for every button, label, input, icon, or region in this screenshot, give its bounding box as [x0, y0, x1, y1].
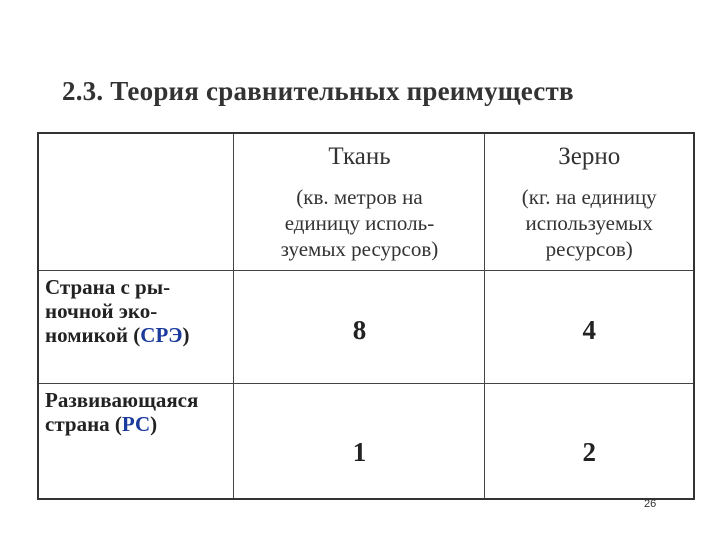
product-header-grain [485, 133, 694, 270]
value-cell: 8 [234, 270, 485, 383]
product-unit: (кв. метров на единицу исполь- зуемых ресурсов) [280, 185, 439, 261]
table-row [38, 270, 694, 383]
product-header-cloth [234, 133, 485, 270]
country-abbreviation: СРЭ [140, 322, 183, 347]
product-name: Зерно [558, 143, 621, 170]
page-number: 26 [644, 498, 657, 510]
value-cell: 4 [485, 270, 694, 383]
product-unit: (кг. на единицу используемых ресурсов) [521, 185, 657, 261]
slide-title: 2.3. Теория сравнительных преимуществ [62, 76, 574, 106]
row-label-developing-country: Развивающаяся страна (РС) [38, 383, 234, 499]
empty-corner-cell [38, 133, 234, 270]
country-abbreviation: РС [121, 411, 151, 436]
product-name: Ткань [328, 143, 391, 170]
table-header-row [38, 133, 694, 270]
table-row [38, 383, 694, 499]
value-cell: 2 [485, 383, 694, 499]
value-cell: 1 [234, 383, 485, 499]
row-label-market-economy: Страна с ры- ночной эко- номикой (СРЭ) [38, 270, 234, 383]
comparative-advantage-table [37, 132, 695, 500]
